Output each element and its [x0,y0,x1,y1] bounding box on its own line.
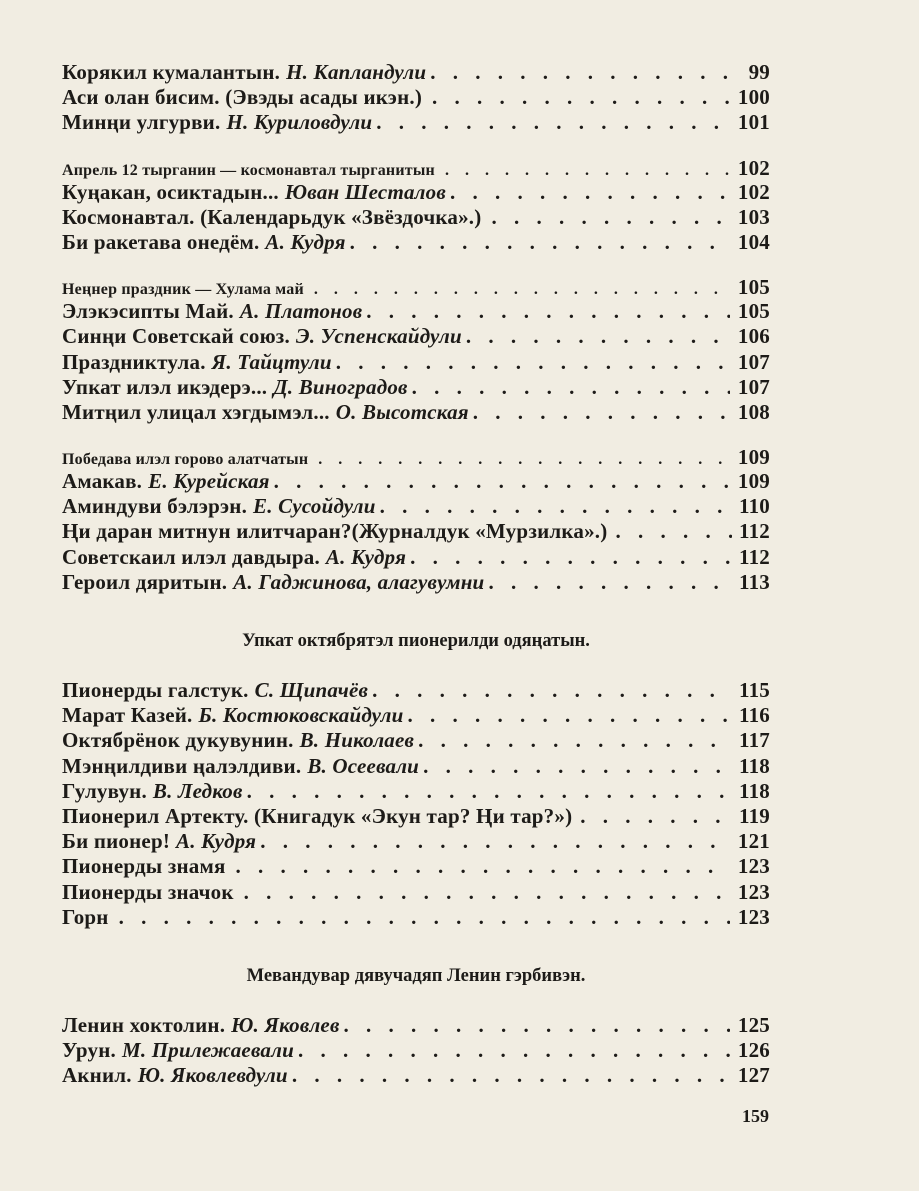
dot-leader [236,854,730,879]
entry-title: Амакав. [62,469,143,494]
entry-page: 116 [739,703,770,728]
entry-page: 101 [737,110,770,135]
spacer [62,255,770,275]
entry-page: 100 [737,85,770,110]
entry-author: А. Кудря [325,544,407,569]
entry-author: Е. Курейская [148,469,270,494]
entry-page: 112 [739,544,770,569]
toc-entry [62,804,770,829]
entry-title: Пионерды знамя [62,854,226,879]
dot-leader [418,728,730,753]
entry-author: В. Ледков [152,778,243,803]
entry-title: Октябрёнок дукувунин. [62,728,294,753]
dot-leader [376,110,730,135]
toc-entry [62,905,770,930]
entry-page: 106 [737,324,770,349]
entry-page: 104 [737,229,770,254]
entry-title: Аси олан бисим. (Эвэды асады икэн.) [62,85,423,110]
entry-author: В. Осеевали [307,753,420,778]
entry-title: Неңнер праздник — Хулама май [62,281,304,299]
spacer [62,989,770,1013]
dot-leader [247,779,730,804]
entry-page: 107 [737,374,770,399]
entry-title: Би пионер! [62,829,171,854]
dot-leader [244,880,730,905]
entry-title: Урун. [62,1038,116,1063]
toc-subheading-entry [62,275,770,299]
entry-author: А. Кудря [265,229,346,254]
entry-page: 127 [737,1063,770,1088]
entry-title: Корякил кумалантын. [62,60,281,84]
entry-page: 109 [737,469,770,494]
toc-entry [62,545,770,570]
toc-entry [62,180,770,205]
entry-author: Э. Успенскайдули [295,324,462,349]
toc-entry [62,110,770,135]
dot-leader [430,60,730,85]
toc-section [62,156,770,256]
entry-page: 126 [737,1038,770,1063]
entry-title: Упкат илэл икэдерэ... [62,374,268,399]
entry-title: Пионерды галстук. [62,678,249,702]
dot-leader [372,678,730,703]
entry-page: 123 [737,854,770,879]
toc-entry [62,60,770,85]
entry-title: Героил дяритын. [62,569,228,594]
toc-entry [62,854,770,879]
entry-title: Синңи Советскай союз. [62,324,290,349]
entry-page: 119 [739,803,770,828]
toc-entry [62,678,770,703]
entry-title: Горн [62,904,109,929]
entry-page: 115 [739,678,770,702]
dot-leader [432,85,730,110]
dot-leader [336,350,730,375]
toc-entry [62,880,770,905]
entry-author: В. Николаев [299,728,415,753]
dot-leader [423,754,730,779]
toc-entry [62,829,770,854]
page-number: 159 [742,1106,769,1126]
table-of-contents [62,60,770,1088]
entry-author: М. Прилежаевали [121,1038,294,1063]
entry-author: С. Щипачёв [254,678,369,702]
entry-page: 105 [737,299,770,324]
entry-page: 102 [737,155,770,180]
toc-entry [62,205,770,230]
entry-page: 112 [739,519,770,544]
toc-subheading-entry [62,156,770,180]
toc-entry [62,779,770,804]
entry-page: 121 [737,829,770,854]
entry-title: Марат Казей. [62,703,193,728]
dot-leader [473,400,730,425]
toc-entry [62,1038,770,1063]
entry-page: 118 [739,778,770,803]
entry-author: О. Высотская [335,399,469,424]
entry-author: Н. Куриловдули [226,110,373,135]
entry-title: Победава илэл горово алатчатын [62,451,309,469]
entry-author: Ю. Яковлевдули [137,1063,288,1088]
dot-leader [350,230,730,255]
toc-entry [62,469,770,494]
entry-page: 113 [739,569,770,594]
entry-title: Элэкэсипты Май. [62,299,234,324]
entry-page: 118 [739,753,770,778]
dot-leader [488,570,730,595]
toc-section [62,445,770,595]
section-heading: Упкат октябрятэл пионерилди одяңатын. [242,631,590,651]
entry-title: Гулувун. [62,778,147,803]
toc-entry [62,85,770,110]
toc-section [62,275,770,425]
dot-leader [274,469,730,494]
entry-author: Б. Костюковскайдули [198,703,404,728]
spacer [62,654,770,678]
toc-entry [62,494,770,519]
entry-title: Праздниктула. [62,349,206,374]
dot-leader [615,519,732,544]
entry-page: 105 [737,275,770,300]
toc-section [62,60,770,136]
spacer [62,136,770,156]
entry-page: 123 [737,904,770,929]
toc-entry [62,375,770,400]
entry-page: 102 [737,179,770,204]
toc-entry [62,350,770,375]
entry-page: 109 [737,445,770,470]
section-heading: Мевандувар дявучадяп Ленин гэрбивэн. [246,965,586,986]
entry-title: Советскаил илэл давдыра. [62,544,320,569]
toc-entry [62,519,770,544]
dot-leader [119,905,730,930]
entry-author: Ювaн Шесталов [284,179,446,204]
dot-leader [292,1063,730,1088]
toc-entry [62,299,770,324]
entry-title: Пионерды значок [62,879,234,904]
dot-leader [580,804,732,829]
dot-leader [450,180,730,205]
entry-title: Космонавтал. (Календарьдук «Звёздочка».) [62,204,482,229]
entry-title: Аминдуви бэлэрэн. [62,494,248,519]
dot-leader [366,299,730,324]
toc-entry [62,754,770,779]
spacer [62,595,770,628]
entry-title: Ңи даран митнун илитчаран?(Журналдук «Мурзилка».) [62,519,608,544]
entry-page: 107 [737,349,770,374]
dot-leader [298,1038,730,1063]
entry-page: 125 [737,1012,770,1037]
toc-entry [62,324,770,349]
toc-entry [62,1013,770,1038]
dot-leader [410,545,730,570]
entry-author: Е. Сусойдули [253,494,376,519]
spacer [62,930,770,963]
entry-page: 117 [739,728,770,753]
toc-entry [62,570,770,595]
dot-leader [491,205,730,230]
entry-author: А. Платонов [239,299,363,324]
toc-entry [62,703,770,728]
toc-entry [62,1063,770,1088]
dot-leader [260,829,730,854]
entry-page: 99 [748,60,770,84]
entry-page: 103 [737,204,770,229]
entry-title: Митңил улицал хэгдымэл... [62,399,330,424]
entry-title: Пионерил Артекту. (Книгадук «Экун тар? Ңи тар?») [62,803,573,828]
entry-title: Акнил. [62,1063,132,1088]
dot-leader [380,494,730,519]
toc-section [62,628,770,930]
dot-leader [412,375,730,400]
dot-leader [344,1013,730,1038]
toc-subheading-entry [62,445,770,469]
toc-entry [62,728,770,753]
entry-title: Би ракетава онедём. [62,229,260,254]
entry-author: Д. Виноградов [273,374,408,399]
entry-title: Апрель 12 тырганин — космонавтал тырганитын [62,161,435,179]
entry-author: Н. Капландули [286,60,427,84]
entry-author: А. Кудря [176,829,257,854]
entry-title: Куңакан, осиктадын... [62,179,279,204]
entry-author: Я. Тайцтули [211,349,332,374]
entry-page: 110 [739,494,770,519]
entry-page: 123 [737,879,770,904]
toc-entry [62,230,770,255]
entry-author: Ю. Яковлев [231,1012,340,1037]
entry-title: Минңи улгурви. [62,110,221,135]
entry-author: А. Гаджинова, алагувумни [233,569,485,594]
dot-leader [407,703,730,728]
toc-entry [62,400,770,425]
entry-title: Ленин хоктолин. [62,1012,226,1037]
entry-title: Мэнңилдиви ңалэлдиви. [62,753,302,778]
toc-section [62,963,770,1089]
spacer [62,425,770,445]
entry-page: 108 [737,399,770,424]
dot-leader [466,324,730,349]
